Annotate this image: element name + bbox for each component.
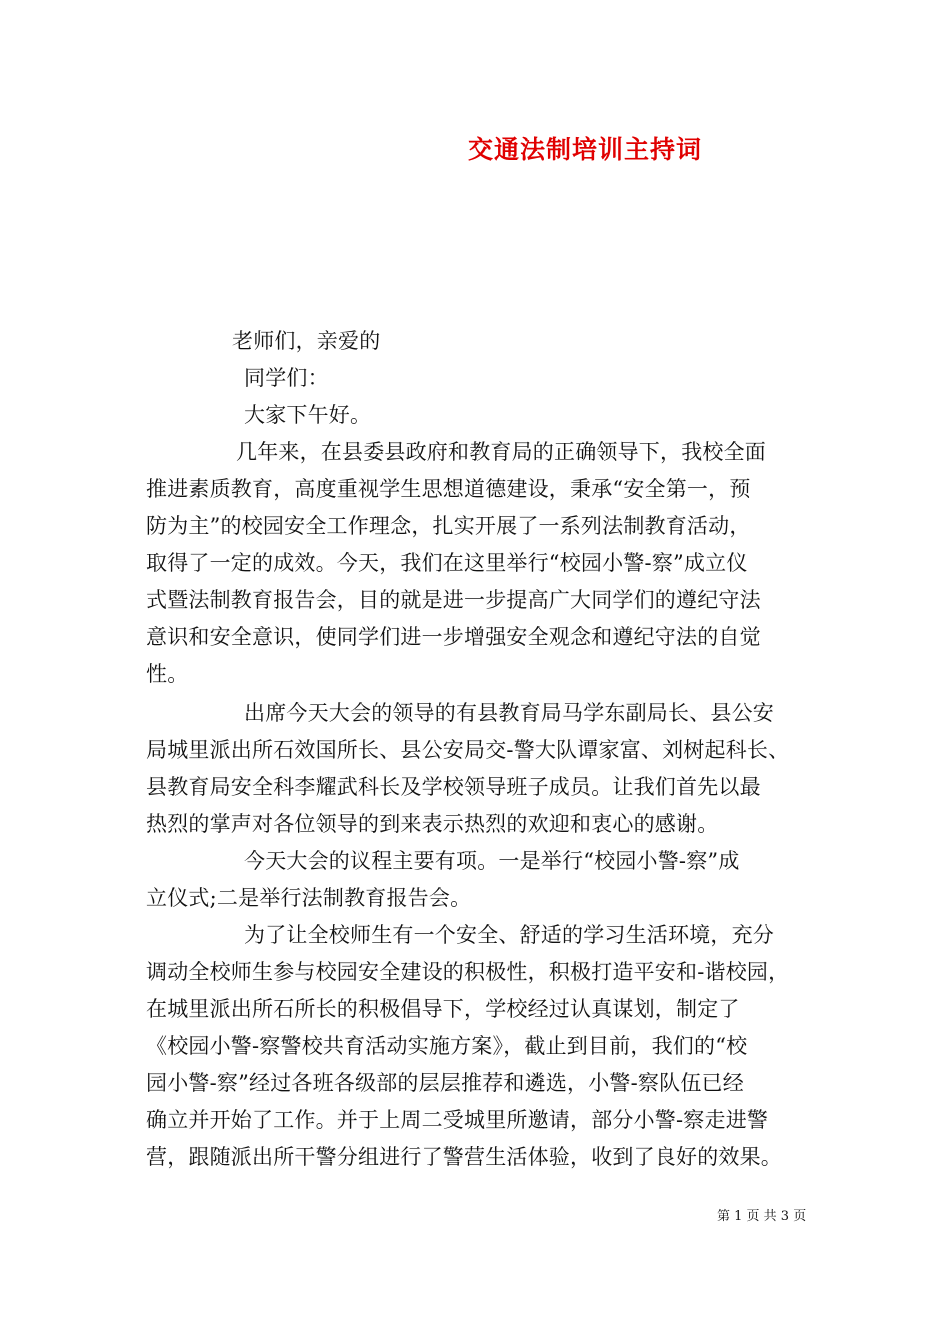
paragraph-line: 取得了一定的成效。今天，我们在这里举行“校园小警-察”成立仪 <box>146 551 748 575</box>
paragraph-line: 今天大会的议程主要有项。一是举行“校园小警-察”成 <box>244 849 740 873</box>
paragraph-line: 推进素质教育，高度重视学生思想道德建设，秉承“安全第一，预 <box>146 477 751 501</box>
paragraph-line: 在城里派出所石所长的积极倡导下，学校经过认真谋划，制定了 <box>146 997 740 1021</box>
document-title: 交通法制培训主持词 <box>468 135 703 164</box>
paragraph-line: 局城里派出所石效国所长、县公安局交-警大队谭家富、刘树起科长、 <box>146 738 790 762</box>
paragraph-line: 园小警-察”经过各班各级部的层层推荐和遴选，小警-察队伍已经 <box>146 1071 744 1095</box>
paragraph-line: 式暨法制教育报告会，目的就是进一步提高广大同学们的遵纪守法 <box>146 588 761 612</box>
greeting-line: 老师们，亲爱的 <box>232 329 381 353</box>
paragraph-line: 几年来，在县委县政府和教育局的正确领导下，我校全面 <box>236 440 766 464</box>
paragraph-line: 意识和安全意识，使同学们进一步增强安全观念和遵纪守法的自觉 <box>146 625 761 649</box>
paragraph-line: 出席今天大会的领导的有县教育局马学东副局长、县公安 <box>244 701 774 725</box>
paragraph-line: 防为主”的校园安全工作理念，扎实开展了一系列法制教育活动， <box>146 514 751 538</box>
paragraph-line: 营，跟随派出所干警分组进行了警营生活体验，收到了良好的效果。 <box>146 1145 782 1169</box>
paragraph-line: 县教育局安全科李耀武科长及学校领导班子成员。让我们首先以最 <box>146 775 761 799</box>
paragraph-line: 性。 <box>146 662 189 686</box>
paragraph-line: 调动全校师生参与校园安全建设的积极性，积极打造平安和-谐校园， <box>146 960 790 984</box>
paragraph-line: 确立并开始了工作。并于上周二受城里所邀请，部分小警-察走进警 <box>146 1108 769 1132</box>
page-number-footer: 第 1 页 共 3 页 <box>717 1209 807 1224</box>
paragraph-line: 立仪式;二是举行法制教育报告会。 <box>146 886 472 910</box>
paragraph-line: 为了让全校师生有一个安全、舒适的学习生活环境，充分 <box>244 923 774 947</box>
paragraph-line: 热烈的掌声对各位领导的到来表示热烈的欢迎和衷心的感谢。 <box>146 812 719 836</box>
greeting-line: 同学们： <box>244 366 329 390</box>
paragraph-line: 《校园小警-察警校共育活动实施方案》，截止到目前，我们的“校 <box>146 1034 748 1058</box>
greeting-line: 大家下午好。 <box>244 403 372 427</box>
